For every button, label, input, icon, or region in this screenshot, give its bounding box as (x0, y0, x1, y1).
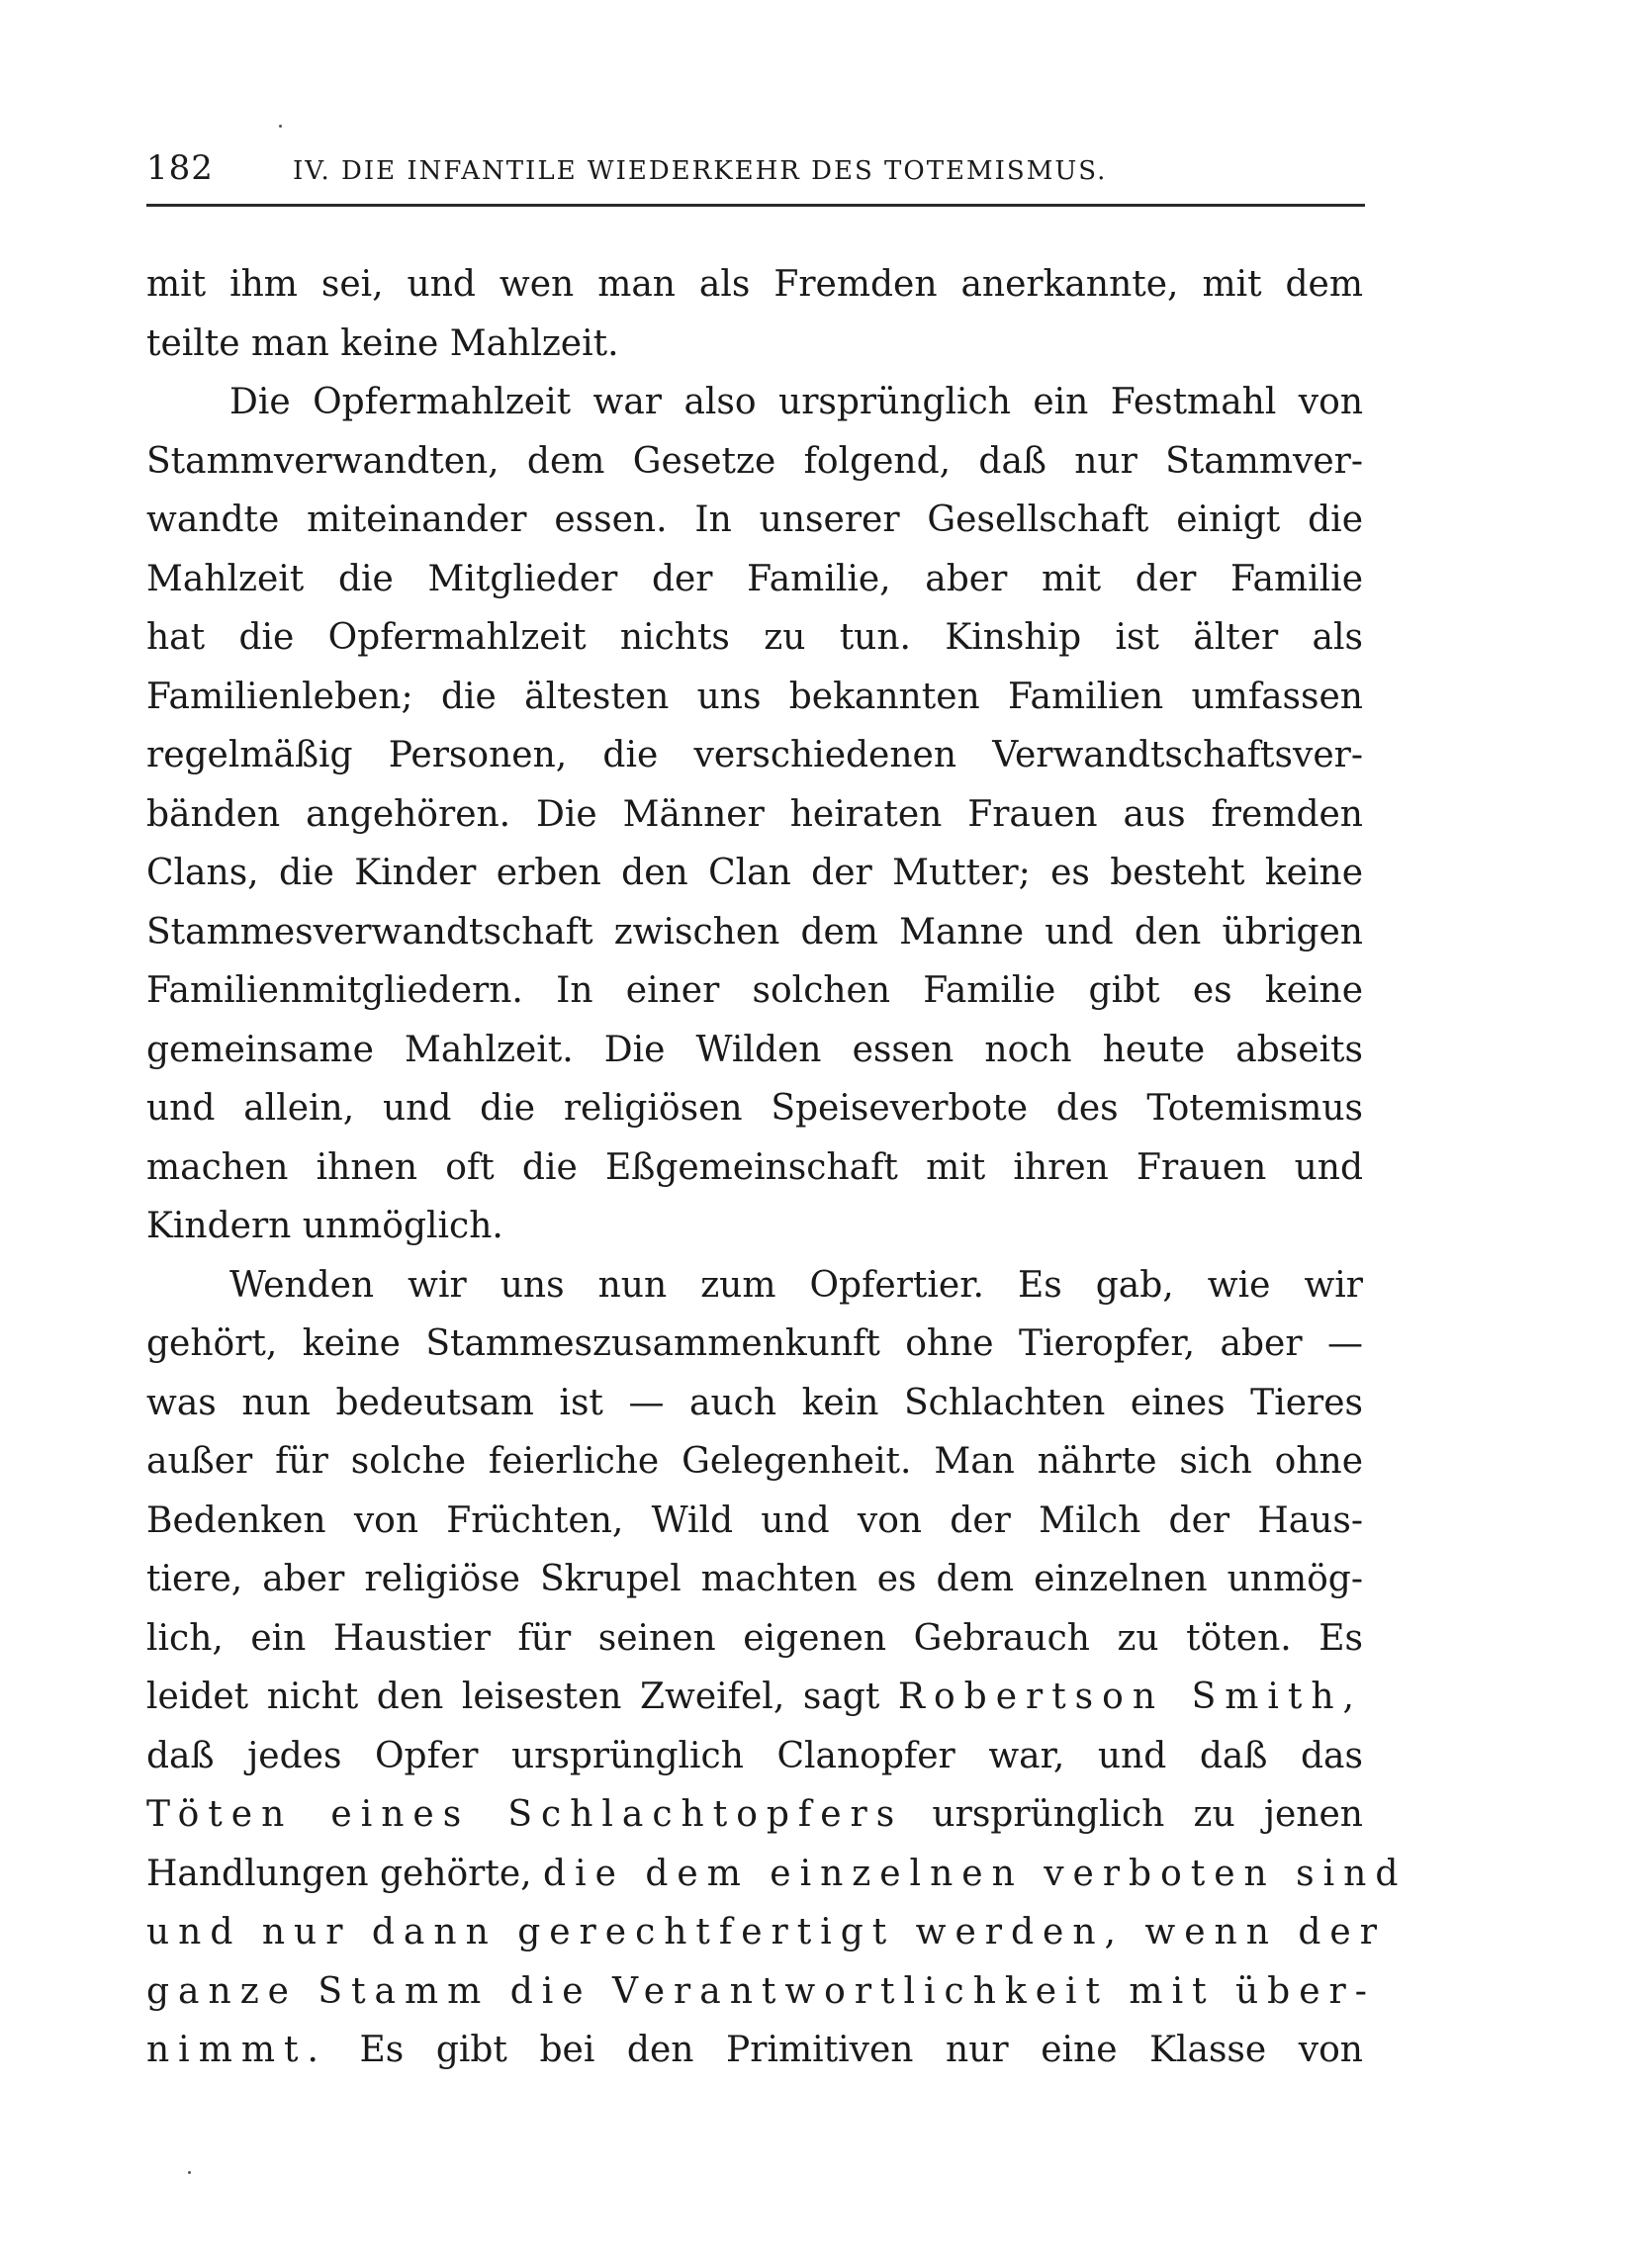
text-line: Stammesverwandtschaft zwischen dem Manne und den übrigen (146, 911, 1363, 953)
text-line (146, 2021, 1363, 2080)
text-line-emphasized: und nur dann gerechtfertigt werden, wenn der (146, 1912, 1386, 1952)
text-line: Familienleben; die ältesten uns bekannten Familien umfassen (146, 676, 1363, 717)
text-line-emphasized: ganze Stamm die Verantwortlichkeit mit über- (146, 1970, 1376, 2012)
text-segment: leidet nicht den leisesten Zweifel, sagt (146, 1677, 880, 1717)
text-line: Stammverwandten, dem Gesetze folgend, daß nur Stammver- (146, 440, 1363, 482)
text-line: Familienmitgliedern. In einer solchen Familie gibt es keine (146, 970, 1363, 1011)
text-line: lich, ein Haustier für seinen eigenen Gebrauch zu töten. Es (146, 1617, 1363, 1659)
text-line: daß jedes Opfer ursprünglich Clanopfer war, und daß das (146, 1735, 1363, 1776)
text-line (146, 1845, 1408, 1904)
text-line: bänden angehören. Die Männer heiraten Frauen aus fremden (146, 793, 1363, 835)
text-line: machen ihnen oft die Eßgemeinschaft mit ihren Frauen und (146, 1146, 1363, 1188)
text-line: Kindern unmöglich. (146, 1206, 503, 1246)
text-line: mit ihm sei, und wen man als Fremden anerkannte, mit dem (146, 264, 1363, 305)
text-line: tiere, aber religiöse Skrupel machten es dem einzelnen unmög- (146, 1559, 1363, 1599)
text-line: teilte man keine Mahlzeit. (146, 322, 619, 364)
text-line: wandte miteinander essen. In unserer Gesellschaft einigt die (146, 499, 1363, 540)
print-speck (188, 2171, 191, 2174)
emphasized-text: nimmt. (146, 2030, 327, 2070)
text-segment: Handlungen gehörte, (146, 1853, 532, 1894)
page-number: 182 (146, 148, 214, 188)
emphasized-text: die dem einzelnen verboten sind (543, 1853, 1408, 1894)
text-line (146, 1668, 1363, 1727)
text-line: Clans, die Kinder erben den Clan der Mutter; es besteht keine (146, 853, 1363, 893)
text-line: Bedenken von Früchten, Wild und von der Milch der Haus- (146, 1499, 1363, 1541)
text-line (146, 1785, 1363, 1845)
page-header (146, 148, 1363, 198)
text-line: Die Opfermahlzeit war also ursprünglich ein Festmahl von (229, 382, 1363, 422)
text-line: Wenden wir uns nun zum Opfertier. Es gab, wie wir (229, 1264, 1363, 1306)
running-head: IV. DIE INFANTILE WIEDERKEHR DES TOTEMISMUS. (293, 156, 1108, 186)
text-line: gehört, keine Stammeszusammenkunft ohne Tieropfer, aber — (146, 1323, 1363, 1364)
text-line: hat die Opfermahlzeit nichts zu tun. Kinship ist älter als (146, 617, 1363, 658)
text-line: Mahlzeit die Mitglieder der Familie, aber mit der Familie (146, 558, 1363, 599)
header-rule (146, 204, 1365, 207)
author-name-spaced: Robertson Smith, (897, 1677, 1363, 1717)
print-speck (279, 125, 282, 128)
emphasized-text: Töten eines Schlachtopfers (146, 1794, 904, 1835)
text-line: was nun bedeutsam ist — auch kein Schlachten eines Tieres (146, 1382, 1363, 1423)
text-line: außer für solche feierliche Gelegenheit. Man nährte sich ohne (146, 1441, 1363, 1482)
text-segment: ursprünglich zu jenen (932, 1794, 1363, 1835)
text-segment: Es gibt bei den Primitiven nur eine Klasse von (359, 2030, 1363, 2070)
text-line: und allein, und die religiösen Speiseverbote des Totemismus (146, 1088, 1363, 1129)
text-line: gemeinsame Mahlzeit. Die Wilden essen noch heute abseits (146, 1029, 1363, 1070)
body-text (146, 255, 1408, 2080)
text-line: regelmäßig Personen, die verschiedenen Verwandtschaftsver- (146, 735, 1363, 775)
